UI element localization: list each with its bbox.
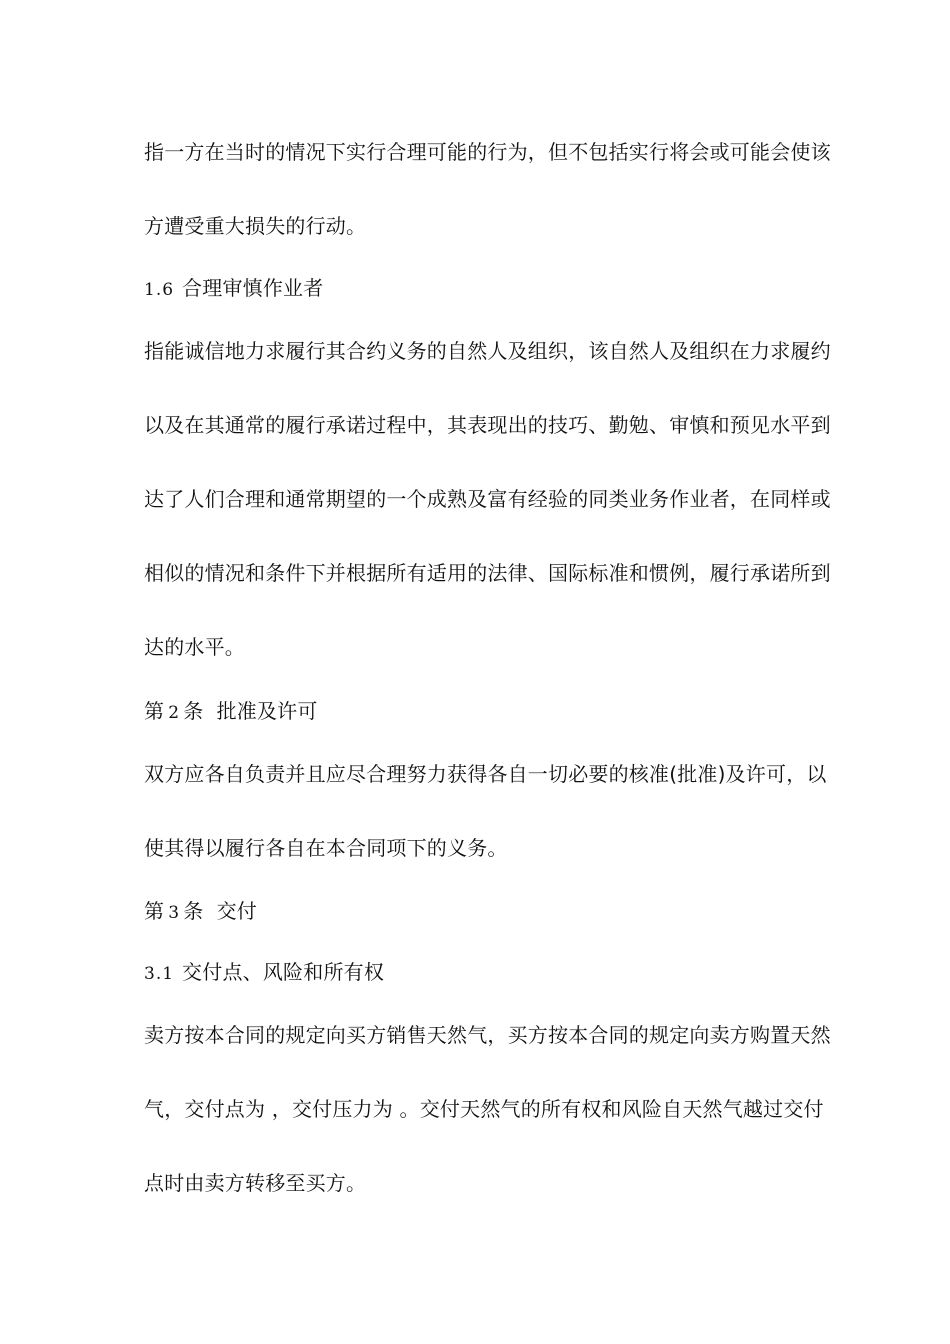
section-number: 1.6 <box>144 280 175 300</box>
section-heading-1-6 <box>144 274 796 304</box>
article-prefix: 第 <box>144 699 165 723</box>
article-suffix: 条 <box>183 699 204 723</box>
paragraph-line: 点时由卖方转移至买方。 <box>144 1171 367 1195</box>
article-number: 3 <box>168 903 180 923</box>
paragraph-line: 指能诚信地力求履行其合约义务的自然人及组织，该自然人及组织在力求履约 <box>144 339 831 363</box>
article-number: 2 <box>168 703 180 723</box>
article-heading-3 <box>144 897 796 927</box>
article-prefix: 第 <box>144 899 165 923</box>
paragraph-line: 达了人们合理和通常期望的一个成熟及富有经验的同类业务作业者，在同样或 <box>144 487 831 511</box>
paragraph-line: 方遭受重大损失的行动。 <box>144 214 367 238</box>
section-heading-3-1 <box>144 958 796 988</box>
section-title: 交付点、风险和所有权 <box>182 960 385 984</box>
section-number: 3.1 <box>144 964 175 984</box>
paragraph-line: 指一方在当时的情况下实行合理可能的行为，但不包括实行将会或可能会使该 <box>144 140 831 164</box>
paragraph-line: 以及在其通常的履行承诺过程中，其表现出的技巧、勤勉、审慎和预见水平到 <box>144 413 831 437</box>
paragraph-line: 相似的情况和条件下并根据所有适用的法律、国际标准和惯例，履行承诺所到 <box>144 561 831 585</box>
paragraph-line: 使其得以履行各自在本合同项下的义务。 <box>144 836 508 860</box>
paragraph-line: 双方应各自负责并且应尽合理努力获得各自一切必要的核准(批准)及许可，以 <box>144 762 827 786</box>
paragraph-line: 气，交付点为 ，交付压力为 。交付天然气的所有权和风险自天然气越过交付 <box>144 1097 824 1121</box>
article-suffix: 条 <box>183 899 204 923</box>
paragraph-line: 卖方按本合同的规定向买方销售天然气，买方按本合同的规定向卖方购置天然 <box>144 1023 831 1047</box>
article-title: 批准及许可 <box>216 699 318 723</box>
section-title: 合理审慎作业者 <box>182 276 324 300</box>
article-title: 交付 <box>216 899 257 923</box>
paragraph-line: 达的水平。 <box>144 635 245 659</box>
article-heading-2 <box>144 697 796 727</box>
